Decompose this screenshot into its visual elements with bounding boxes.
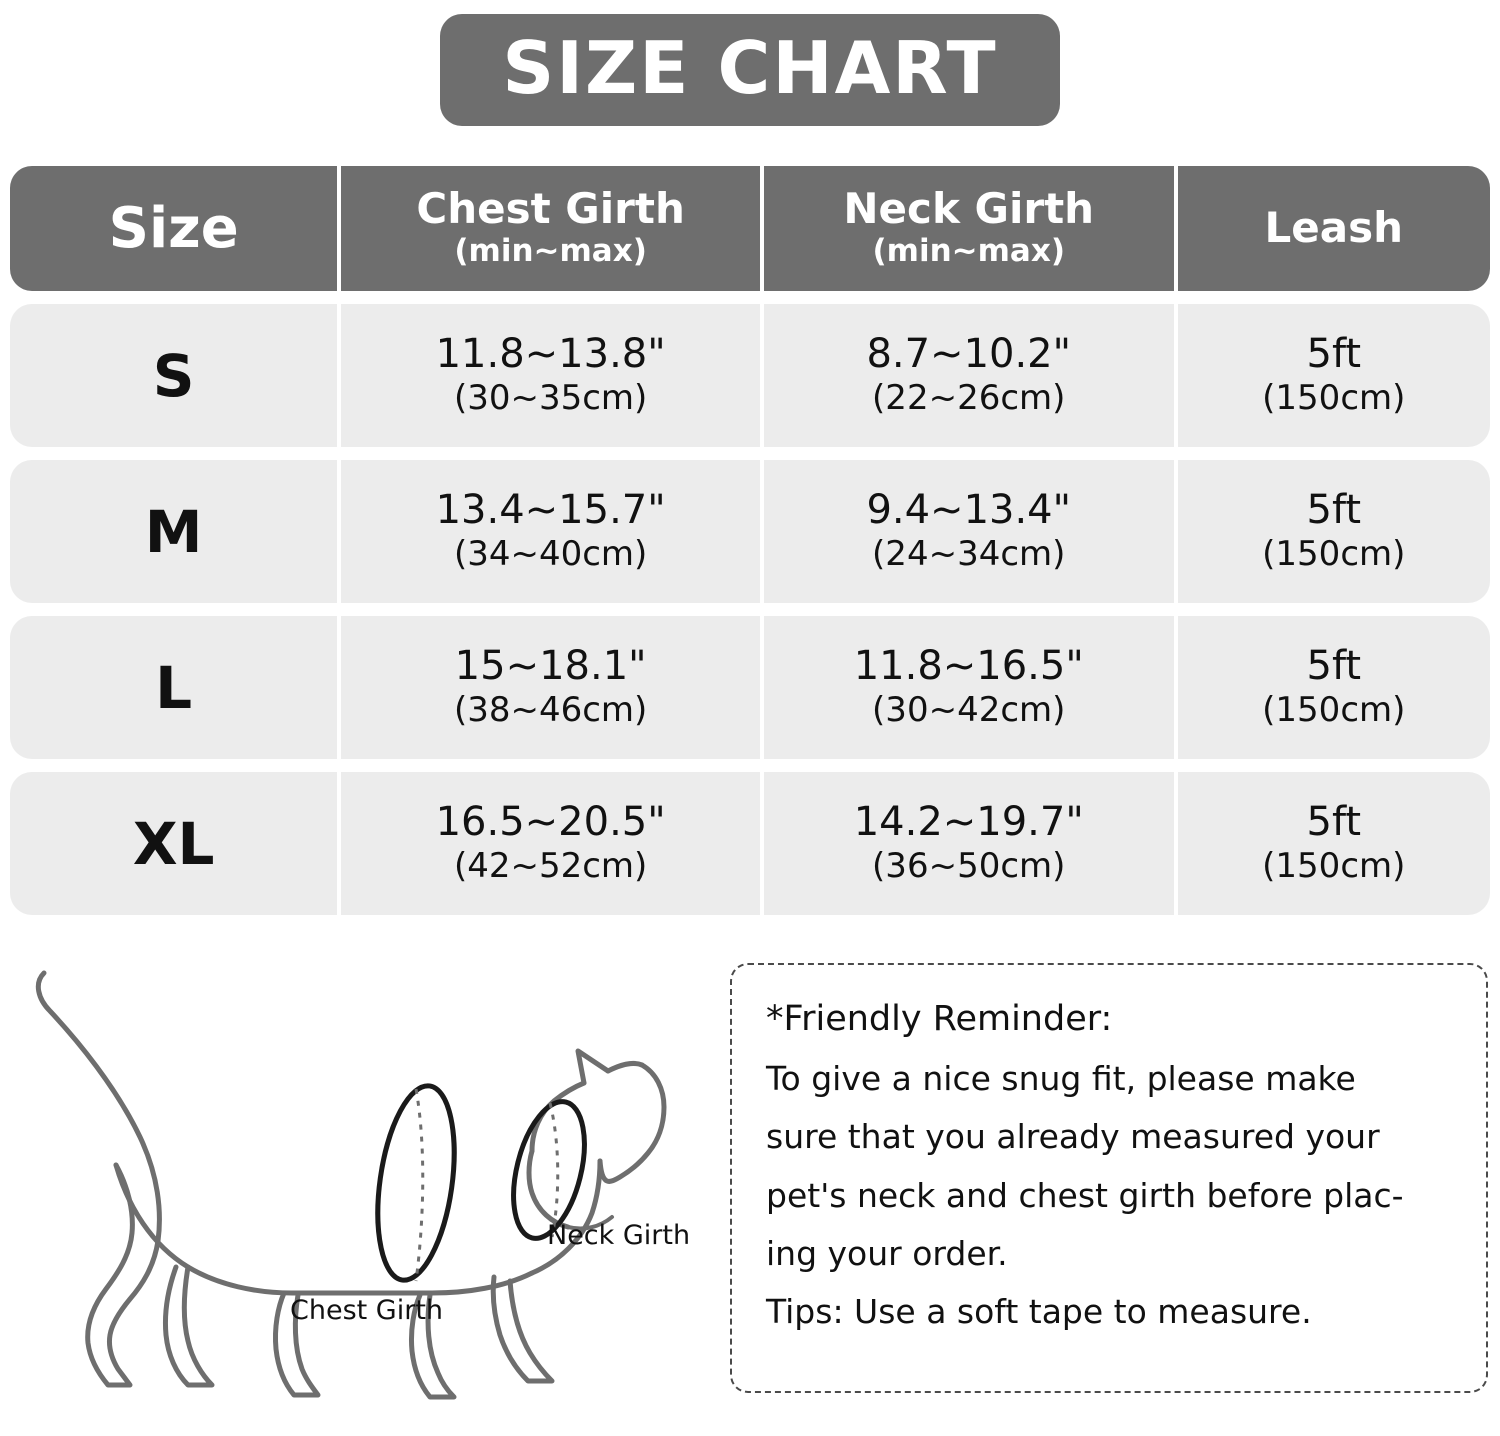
chest-girth-label: Chest Girth bbox=[290, 1295, 444, 1326]
neck-girth-label: Neck Girth bbox=[547, 1220, 691, 1251]
value-neck-inches: 9.4~13.4" bbox=[866, 487, 1072, 534]
cat-measurement-diagram bbox=[12, 955, 712, 1405]
cell-size bbox=[10, 460, 337, 603]
chest-girth-dashed-guide bbox=[416, 1089, 423, 1281]
bottom-section bbox=[0, 955, 1500, 1405]
cat-outline-icon bbox=[12, 955, 712, 1405]
value-leash-ft: 5ft bbox=[1306, 799, 1362, 846]
cell-leash bbox=[1178, 616, 1490, 759]
value-chest-inches: 11.8~13.8" bbox=[435, 331, 666, 378]
value-neck-cm: (36~50cm) bbox=[872, 845, 1066, 886]
value-neck-inches: 14.2~19.7" bbox=[853, 799, 1084, 846]
header-label-size: Size bbox=[108, 196, 239, 261]
cell-leash bbox=[1178, 772, 1490, 915]
reminder-line-4: ing your order. bbox=[766, 1233, 1008, 1273]
value-neck-inches: 8.7~10.2" bbox=[866, 331, 1072, 378]
value-size: S bbox=[152, 341, 195, 410]
header-sublabel-neck-girth: (min~max) bbox=[872, 232, 1065, 269]
value-chest-cm: (42~52cm) bbox=[453, 845, 648, 886]
value-leash-cm: (150cm) bbox=[1262, 533, 1406, 574]
value-neck-cm: (22~26cm) bbox=[872, 377, 1066, 418]
table-row bbox=[10, 616, 1490, 759]
value-neck-cm: (30~42cm) bbox=[872, 689, 1066, 730]
value-leash-ft: 5ft bbox=[1306, 643, 1362, 690]
reminder-line-1: To give a nice snug fit, please make bbox=[766, 1059, 1356, 1099]
cell-neck-girth bbox=[764, 616, 1174, 759]
header-cell-chest-girth bbox=[341, 166, 760, 291]
cell-size bbox=[10, 772, 337, 915]
value-leash-ft: 5ft bbox=[1306, 487, 1362, 534]
value-size: L bbox=[155, 653, 193, 722]
value-leash-cm: (150cm) bbox=[1262, 689, 1406, 730]
reminder-line-2: sure that you already measured your bbox=[766, 1117, 1380, 1157]
cell-leash bbox=[1178, 460, 1490, 603]
value-leash-cm: (150cm) bbox=[1262, 377, 1406, 418]
cell-size bbox=[10, 304, 337, 447]
table-row bbox=[10, 460, 1490, 603]
cell-chest-girth bbox=[341, 616, 760, 759]
table-row bbox=[10, 304, 1490, 447]
value-neck-cm: (24~34cm) bbox=[872, 533, 1066, 574]
header-label-neck-girth: Neck Girth bbox=[843, 183, 1095, 233]
cell-chest-girth bbox=[341, 772, 760, 915]
size-chart-table bbox=[10, 166, 1490, 915]
cell-neck-girth bbox=[764, 304, 1174, 447]
header-sublabel-chest-girth: (min~max) bbox=[454, 232, 647, 269]
header-label-leash: Leash bbox=[1264, 203, 1404, 253]
cell-size bbox=[10, 616, 337, 759]
value-leash-cm: (150cm) bbox=[1262, 845, 1406, 886]
reminder-heading: *Friendly Reminder: bbox=[766, 999, 1113, 1039]
cell-neck-girth bbox=[764, 460, 1174, 603]
value-size: XL bbox=[132, 809, 215, 878]
value-neck-inches: 11.8~16.5" bbox=[853, 643, 1084, 690]
value-chest-cm: (30~35cm) bbox=[453, 377, 648, 418]
value-chest-inches: 13.4~15.7" bbox=[435, 487, 666, 534]
header-label-chest-girth: Chest Girth bbox=[416, 183, 685, 233]
title-container bbox=[0, 0, 1500, 126]
friendly-reminder-box bbox=[730, 963, 1488, 1393]
value-size: M bbox=[144, 497, 203, 566]
cell-chest-girth bbox=[341, 460, 760, 603]
cell-leash bbox=[1178, 304, 1490, 447]
header-cell-leash bbox=[1178, 166, 1490, 291]
header-cell-size bbox=[10, 166, 337, 291]
value-chest-cm: (34~40cm) bbox=[453, 533, 648, 574]
cell-neck-girth bbox=[764, 772, 1174, 915]
reminder-line-3: pet's neck and chest girth before plac- bbox=[766, 1175, 1404, 1215]
value-chest-inches: 15~18.1" bbox=[454, 643, 647, 690]
cell-chest-girth bbox=[341, 304, 760, 447]
table-header-row bbox=[10, 166, 1490, 291]
table-row bbox=[10, 772, 1490, 915]
value-chest-inches: 16.5~20.5" bbox=[435, 799, 666, 846]
value-chest-cm: (38~46cm) bbox=[453, 689, 648, 730]
value-leash-ft: 5ft bbox=[1306, 331, 1362, 378]
header-cell-neck-girth bbox=[764, 166, 1174, 291]
page-title: SIZE CHART bbox=[440, 14, 1059, 126]
reminder-tips: Tips: Use a soft tape to measure. bbox=[766, 1291, 1312, 1331]
chest-girth-ellipse bbox=[367, 1081, 466, 1285]
